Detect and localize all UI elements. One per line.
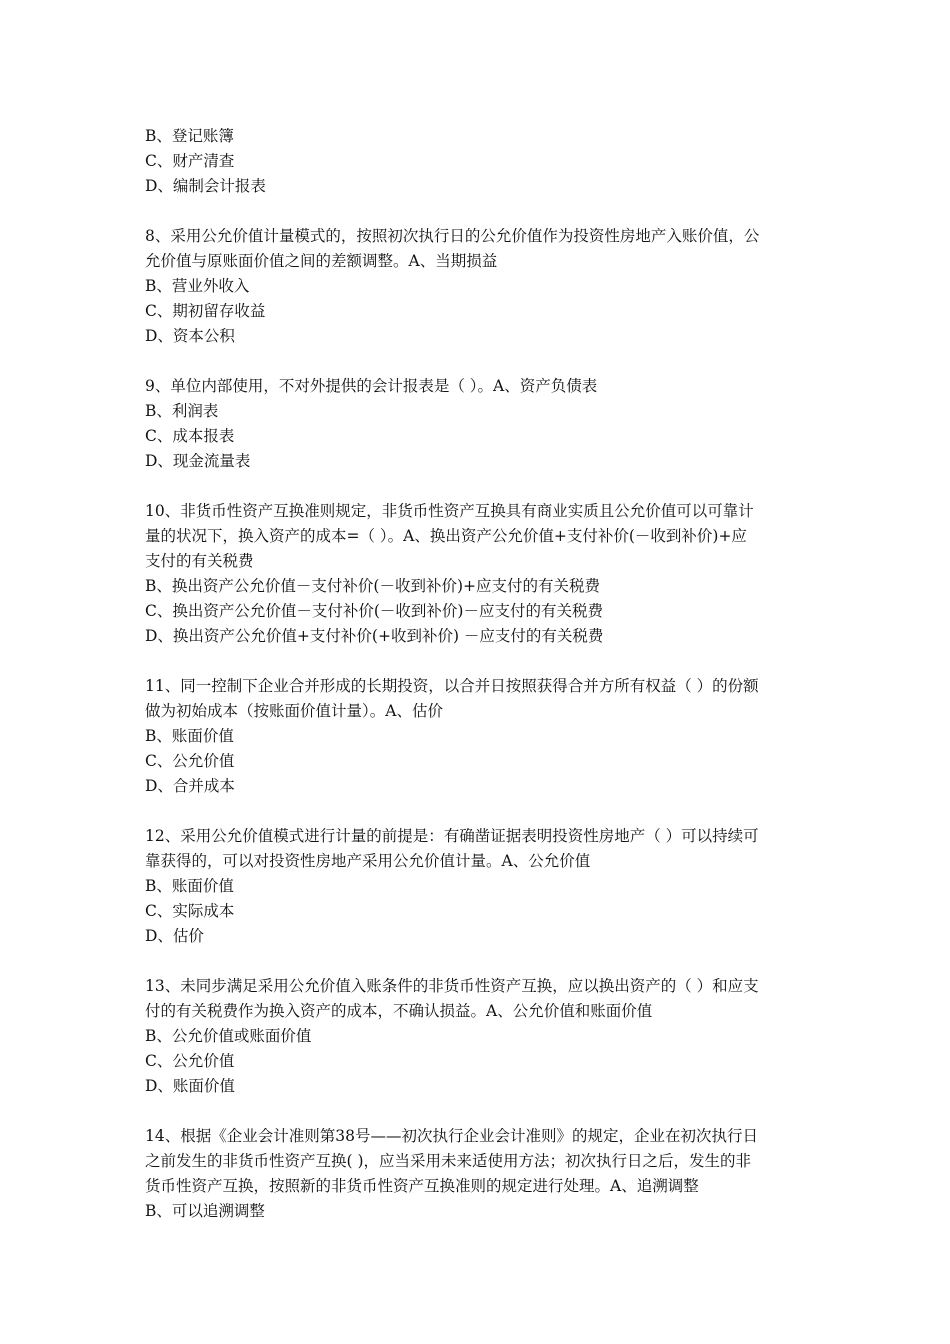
question-10	[145, 499, 810, 649]
question-12	[145, 824, 810, 949]
option-line: D、编制会计报表	[145, 177, 266, 195]
lead-options	[145, 124, 810, 199]
option-line: D、现金流量表	[145, 452, 251, 470]
option-line: C、换出资产公允价值－支付补价(－收到补价)－应支付的有关税费	[145, 602, 603, 620]
option-line: D、换出资产公允价值+支付补价(+收到补价) －应支付的有关税费	[145, 627, 604, 645]
option-line: C、实际成本	[145, 902, 235, 920]
question-line: 10、非货币性资产互换准则规定，非货币性资产互换具有商业实质且公允价值可以可靠计	[145, 502, 754, 520]
question-line: 8、采用公允价值计量模式的，按照初次执行日的公允价值作为投资性房地产入账价值，公	[145, 227, 760, 245]
option-line: B、账面价值	[145, 877, 234, 895]
question-line: 付的有关税费作为换入资产的成本，不确认损益。A、公允价值和账面价值	[145, 1002, 653, 1020]
option-line: B、利润表	[145, 402, 219, 420]
option-line: C、成本报表	[145, 427, 235, 445]
option-line: B、账面价值	[145, 727, 234, 745]
question-8	[145, 224, 810, 349]
question-line: 允价值与原账面价值之间的差额调整。A、当期损益	[145, 252, 498, 270]
option-line: B、换出资产公允价值－支付补价(－收到补价)+应支付的有关税费	[145, 577, 600, 595]
question-11	[145, 674, 810, 799]
question-line: 13、未同步满足采用公允价值入账条件的非货币性资产互换，应以换出资产的（ ）和应支	[145, 977, 759, 995]
question-line: 量的状况下，换入资产的成本=（ ）。A、换出资产公允价值+支付补价(－收到补价)+应	[145, 527, 747, 545]
question-line: 11、同一控制下企业合并形成的长期投资，以合并日按照获得合并方所有权益（ ）的份额	[145, 677, 759, 695]
question-line: 货币性资产互换，按照新的非货币性资产互换准则的规定进行处理。A、追溯调整	[145, 1177, 699, 1195]
question-line: 做为初始成本（按账面价值计量）。A、估价	[145, 702, 443, 720]
question-line: 之前发生的非货币性资产互换( )，应当采用未来适使用方法；初次执行日之后，发生的非	[145, 1152, 752, 1170]
option-line: B、公允价值或账面价值	[145, 1027, 312, 1045]
option-line: D、估价	[145, 927, 204, 945]
option-line: B、可以追溯调整	[145, 1202, 265, 1220]
question-line: 靠获得的，可以对投资性房地产采用公允价值计量。A、公允价值	[145, 852, 591, 870]
option-line: D、资本公积	[145, 327, 235, 345]
question-13	[145, 974, 810, 1099]
option-line: B、营业外收入	[145, 277, 250, 295]
option-line: C、公允价值	[145, 1052, 235, 1070]
document-page	[145, 124, 810, 1224]
question-line: 12、采用公允价值模式进行计量的前提是：有确凿证据表明投资性房地产（ ）可以持续可	[145, 827, 759, 845]
option-line: B、登记账簿	[145, 127, 234, 145]
question-9	[145, 374, 810, 474]
question-14	[145, 1124, 810, 1224]
option-line: C、期初留存收益	[145, 302, 266, 320]
question-line: 14、根据《企业会计准则第38号——初次执行企业会计准则》的规定，企业在初次执行日	[145, 1127, 758, 1145]
question-line: 支付的有关税费	[145, 552, 254, 570]
option-line: D、账面价值	[145, 1077, 235, 1095]
option-line: C、财产清查	[145, 152, 235, 170]
question-line: 9、单位内部使用，不对外提供的会计报表是（ ）。A、资产负债表	[145, 377, 598, 395]
option-line: C、公允价值	[145, 752, 235, 770]
option-line: D、合并成本	[145, 777, 235, 795]
